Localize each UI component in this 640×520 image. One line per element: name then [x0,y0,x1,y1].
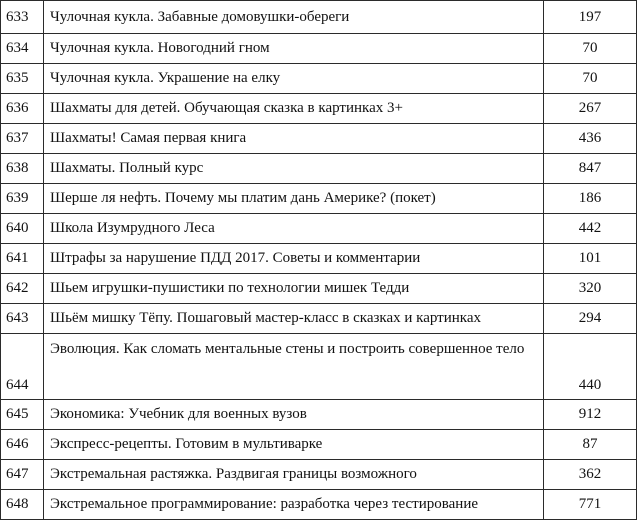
row-number: 636 [1,94,44,124]
page-count: 442 [544,214,637,244]
row-number: 646 [1,430,44,460]
page-count: 771 [544,490,637,520]
book-title: Чулочная кукла. Украшение на елку [44,64,544,94]
book-title: Эволюция. Как сломать ментальные стены и построить совершенное тело [44,334,544,400]
table-row [1,274,637,304]
page-count: 912 [544,400,637,430]
book-title: Шьем игрушки-пушистики по технологии мишек Тедди [44,274,544,304]
page-count: 362 [544,460,637,490]
page-count: 70 [544,64,637,94]
page-count: 197 [544,1,637,34]
book-title: Шахматы для детей. Обучающая сказка в картинках 3+ [44,94,544,124]
table-row [1,430,637,460]
table-row [1,94,637,124]
table-row [1,64,637,94]
table-row [1,490,637,520]
book-title: Чулочная кукла. Новогодний гном [44,34,544,64]
book-title: Чулочная кукла. Забавные домовушки-обереги [44,1,544,34]
book-title: Шахматы. Полный курс [44,154,544,184]
table-row [1,124,637,154]
page-count: 101 [544,244,637,274]
row-number: 643 [1,304,44,334]
page-count: 294 [544,304,637,334]
book-title: Экстремальное программирование: разработка через тестирование [44,490,544,520]
page-count: 186 [544,184,637,214]
book-title: Экономика: Учебник для военных вузов [44,400,544,430]
book-title: Экстремальная растяжка. Раздвигая границы возможного [44,460,544,490]
row-number: 640 [1,214,44,244]
table-row [1,400,637,430]
row-number: 635 [1,64,44,94]
table-row [1,214,637,244]
table-row [1,460,637,490]
row-number: 641 [1,244,44,274]
row-number: 637 [1,124,44,154]
page-count: 87 [544,430,637,460]
row-number: 648 [1,490,44,520]
page-count: 440 [544,334,637,400]
table-row [1,244,637,274]
book-title: Экспресс-рецепты. Готовим в мультиварке [44,430,544,460]
row-number: 642 [1,274,44,304]
table-row [1,1,637,34]
row-number: 644 [1,334,44,400]
row-number: 634 [1,34,44,64]
book-title: Штрафы за нарушение ПДД 2017. Советы и комментарии [44,244,544,274]
book-title: Школа Изумрудного Леса [44,214,544,244]
page-count: 436 [544,124,637,154]
page-count: 267 [544,94,637,124]
table-row [1,34,637,64]
table-row [1,154,637,184]
book-title: Шахматы! Самая первая книга [44,124,544,154]
book-title: Шьём мишку Тёпу. Пошаговый мастер-класс в сказках и картинках [44,304,544,334]
row-number: 647 [1,460,44,490]
page-count: 70 [544,34,637,64]
row-number: 639 [1,184,44,214]
page-count: 320 [544,274,637,304]
row-number: 645 [1,400,44,430]
row-number: 638 [1,154,44,184]
row-number: 633 [1,1,44,34]
table-row [1,304,637,334]
book-title: Шерше ля нефть. Почему мы платим дань Америке? (покет) [44,184,544,214]
table-row [1,334,637,400]
page-count: 847 [544,154,637,184]
table-row [1,184,637,214]
